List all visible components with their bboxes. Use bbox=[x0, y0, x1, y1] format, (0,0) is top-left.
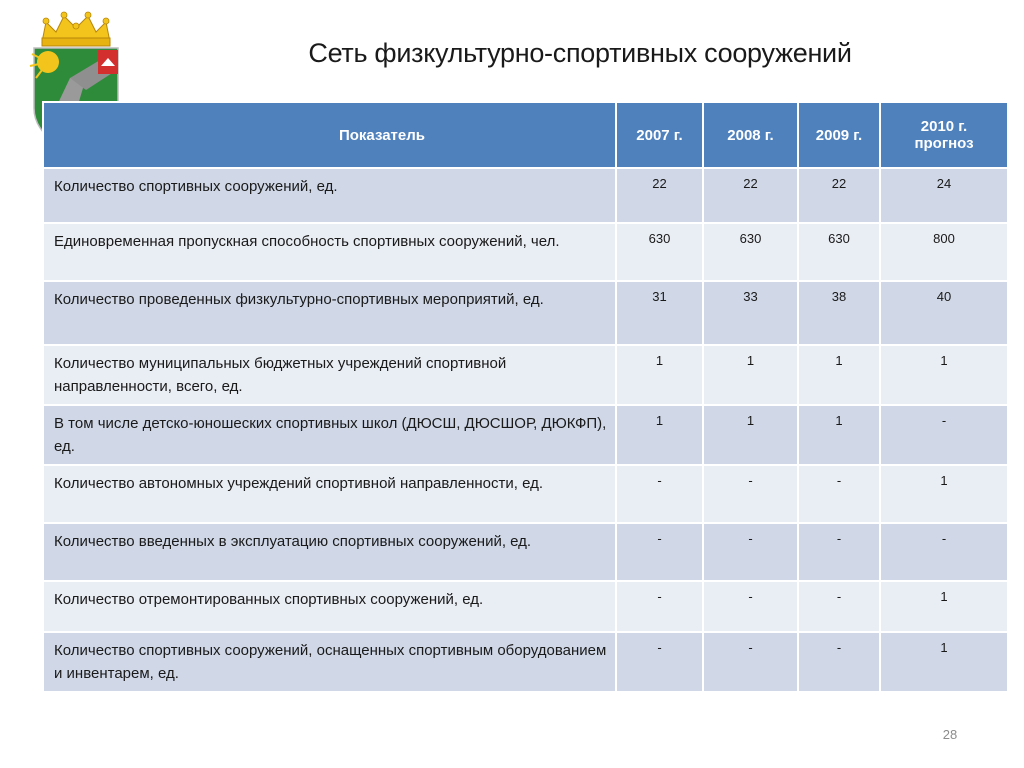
cell-2008: 1 bbox=[703, 405, 798, 465]
cell-2008: 33 bbox=[703, 281, 798, 345]
cell-2007: - bbox=[616, 465, 703, 523]
table-row bbox=[43, 523, 1008, 581]
cell-2008: 1 bbox=[703, 345, 798, 405]
cell-2008: - bbox=[703, 465, 798, 523]
cell-2009: - bbox=[798, 523, 880, 581]
cell-2010: 1 bbox=[880, 632, 1008, 692]
cell-2007: 31 bbox=[616, 281, 703, 345]
table-row bbox=[43, 405, 1008, 465]
header-2010-year: 2010 г. bbox=[920, 118, 968, 135]
cell-2007: 630 bbox=[616, 223, 703, 281]
cell-2008: - bbox=[703, 632, 798, 692]
header-2007: 2007 г. bbox=[616, 102, 703, 168]
table-row bbox=[43, 345, 1008, 405]
table-row bbox=[43, 168, 1008, 223]
row-label: Количество автономных учреждений спортивной направленности, ед. bbox=[43, 465, 616, 523]
table-header-row bbox=[43, 102, 1008, 168]
header-indicator: Показатель bbox=[43, 102, 616, 168]
header-2008: 2008 г. bbox=[703, 102, 798, 168]
cell-2007: 22 bbox=[616, 168, 703, 223]
cell-2009: - bbox=[798, 581, 880, 632]
header-2010-note: прогноз bbox=[914, 135, 974, 152]
cell-2010: 1 bbox=[880, 465, 1008, 523]
table-row bbox=[43, 632, 1008, 692]
cell-2007: 1 bbox=[616, 405, 703, 465]
cell-2009: 630 bbox=[798, 223, 880, 281]
table-row bbox=[43, 465, 1008, 523]
cell-2009: 38 bbox=[798, 281, 880, 345]
table-row bbox=[43, 223, 1008, 281]
cell-2009: 1 bbox=[798, 345, 880, 405]
sports-facilities-table bbox=[42, 101, 1009, 693]
row-label: Количество проведенных физкультурно-спортивных мероприятий, ед. bbox=[43, 281, 616, 345]
cell-2009: 1 bbox=[798, 405, 880, 465]
crown-icon bbox=[42, 12, 110, 46]
cell-2009: - bbox=[798, 465, 880, 523]
cell-2007: 1 bbox=[616, 345, 703, 405]
cell-2010: - bbox=[880, 405, 1008, 465]
regional-flag-icon bbox=[98, 50, 118, 74]
cell-2010: - bbox=[880, 523, 1008, 581]
header-2010-forecast bbox=[880, 102, 1008, 168]
header-2009: 2009 г. bbox=[798, 102, 880, 168]
row-label: В том числе детско-юношеских спортивных школ (ДЮСШ, ДЮСШОР, ДЮКФП), ед. bbox=[43, 405, 616, 465]
row-label: Количество спортивных сооружений, оснащенных спортивным оборудованием и инвентарем, ед. bbox=[43, 632, 616, 692]
row-label: Количество муниципальных бюджетных учреждений спортивной направленности, всего, ед. bbox=[43, 345, 616, 405]
table-row bbox=[43, 581, 1008, 632]
cell-2007: - bbox=[616, 523, 703, 581]
page-number: 28 bbox=[942, 727, 958, 742]
row-label: Количество отремонтированных спортивных сооружений, ед. bbox=[43, 581, 616, 632]
row-label: Количество введенных в эксплуатацию спортивных сооружений, ед. bbox=[43, 523, 616, 581]
cell-2008: - bbox=[703, 523, 798, 581]
cell-2010: 800 bbox=[880, 223, 1008, 281]
cell-2010: 24 bbox=[880, 168, 1008, 223]
cell-2010: 40 bbox=[880, 281, 1008, 345]
slide-title: Сеть физкультурно-спортивных сооружений bbox=[308, 38, 852, 68]
cell-2009: - bbox=[798, 632, 880, 692]
cell-2010: 1 bbox=[880, 345, 1008, 405]
row-label: Единовременная пропускная способность спортивных сооружений, чел. bbox=[43, 223, 616, 281]
cell-2008: 630 bbox=[703, 223, 798, 281]
cell-2007: - bbox=[616, 581, 703, 632]
table-row bbox=[43, 281, 1008, 345]
cell-2007: - bbox=[616, 632, 703, 692]
cell-2009: 22 bbox=[798, 168, 880, 223]
cell-2010: 1 bbox=[880, 581, 1008, 632]
cell-2008: - bbox=[703, 581, 798, 632]
cell-2008: 22 bbox=[703, 168, 798, 223]
row-label: Количество спортивных сооружений, ед. bbox=[43, 168, 616, 223]
